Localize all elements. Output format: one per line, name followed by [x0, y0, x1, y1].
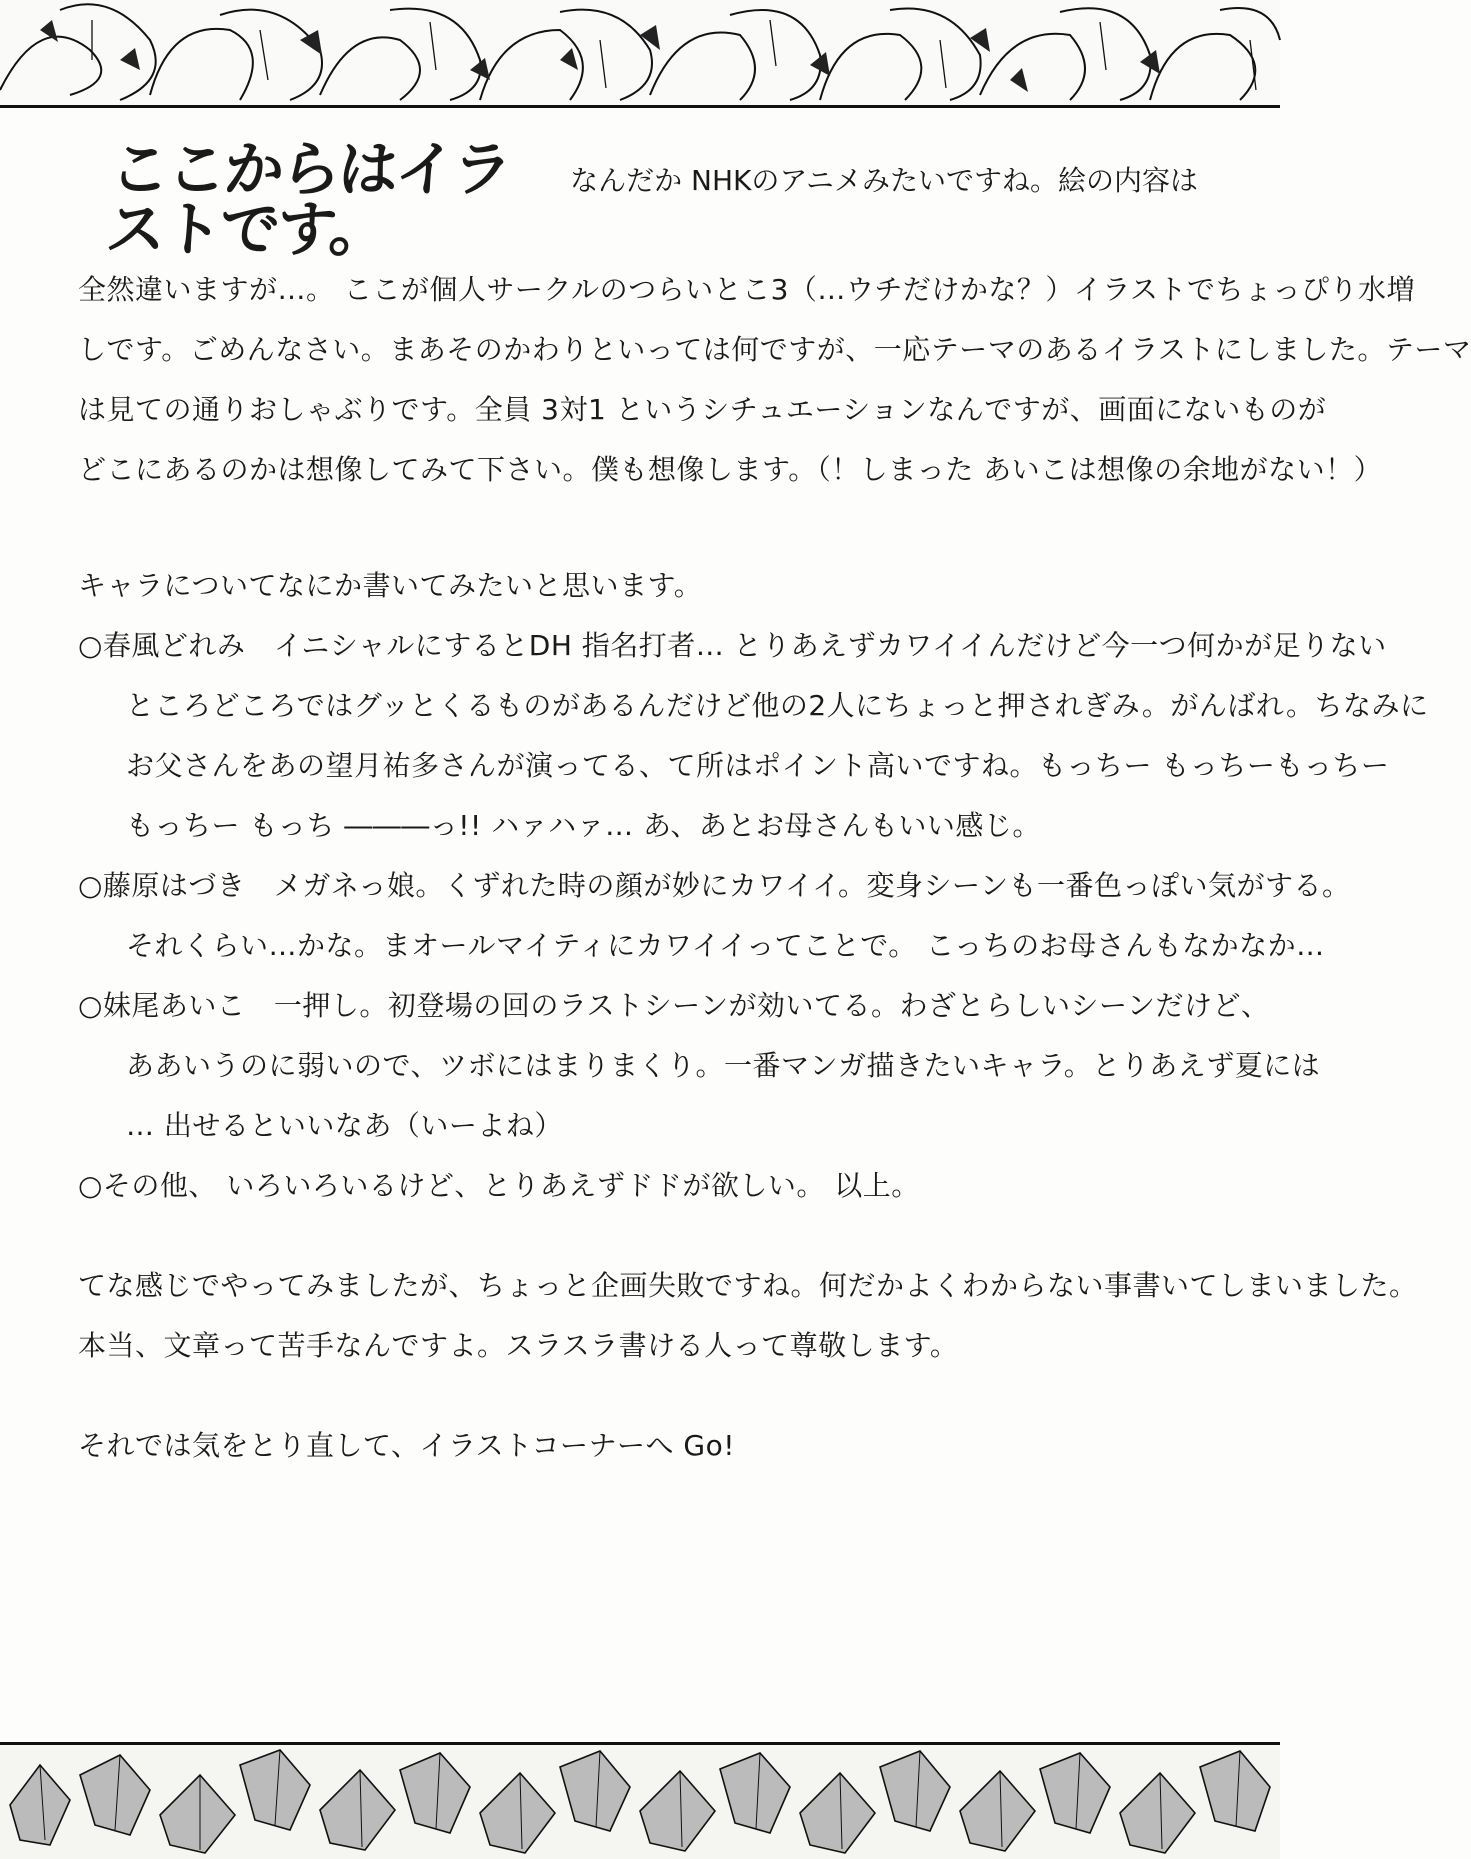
hazuki-line: それくらい…かな。まオールマイティにカワイイってことで。 こっちのお母さんもなかなか… — [126, 929, 1325, 962]
title-continuation: なんだか NHKのアニメみたいですね。絵の内容は — [570, 164, 1198, 197]
closing-line: てな感じでやってみましたが、ちょっと企画失敗ですね。何だかよくわからない事書いてしまいました。 — [78, 1269, 1418, 1302]
doremi-line: ○春風どれみ イニシャルにするとDH 指名打者… とりあえずカワイイんだけど今一つ何かが足りない — [78, 629, 1387, 662]
leaf-pattern-icon — [0, 1745, 1280, 1859]
others-line: ○その他、 いろいろいるけど、とりあえずドドが欲しい。 以上。 — [78, 1169, 920, 1202]
aiko-line: … 出せるといいなあ（いーよね） — [126, 1109, 563, 1142]
characters-header: キャラについてなにか書いてみたいと思います。 — [78, 569, 703, 602]
intro-line: 全然違いますが…。 ここが個人サークルのつらいとこ3（…ウチだけかな？）イラストでちょっぴり水増 — [78, 273, 1416, 306]
document-body — [78, 135, 1471, 1476]
doremi-line: ところどころではグッとくるものがあるんだけど他の2人にちょっと押されぎみ。がんばれ。ちなみに — [126, 689, 1429, 722]
floral-pattern-icon — [0, 0, 1280, 105]
final-line: それでは気をとり直して、イラストコーナーへ Go! — [78, 1429, 735, 1462]
aiko-line: ○妹尾あいこ 一押し。初登場の回のラストシーンが効いてる。わざとらしいシーンだけど、 — [78, 989, 1270, 1022]
intro-line: どこにあるのかは想像してみて下さい。僕も想像します。（！しまった あいこは想像の余地がない！） — [78, 453, 1383, 486]
spacer — [78, 500, 1198, 556]
intro-line: は見ての通りおしゃぶりです。全員 3対1 というシチュエーションなんですが、画面にないものが — [78, 393, 1327, 426]
doremi-line: お父さんをあの望月祐多さんが演ってる、て所はポイント高いですね。もっちー もっちーもっちー — [126, 749, 1390, 782]
page-title: ここからはイラストです。 — [103, 135, 512, 265]
intro-heading-line — [103, 135, 1198, 265]
closing-line: 本当、文章って苦手なんですよ。スラスラ書ける人って尊敬します。 — [78, 1329, 959, 1362]
aiko-line: ああいうのに弱いので、ツボにはまりまくり。一番マンガ描きたいキャラ。とりあえず夏には — [126, 1049, 1321, 1082]
bottom-leaf-border — [0, 1742, 1280, 1859]
top-floral-border — [0, 0, 1280, 108]
doremi-line: もっちー もっち ―――っ!! ハァハァ… あ、あとお母さんもいい感じ。 — [126, 809, 1041, 842]
spacer — [78, 1376, 1198, 1416]
spacer — [78, 1216, 1198, 1256]
intro-line: しです。ごめんなさい。まあそのかわりといっては何ですが、一応テーマのあるイラストにしました。テーマ — [78, 333, 1471, 366]
hazuki-line: ○藤原はづき メガネっ娘。くずれた時の顔が妙にカワイイ。変身シーンも一番色っぽい気がする。 — [78, 869, 1351, 902]
